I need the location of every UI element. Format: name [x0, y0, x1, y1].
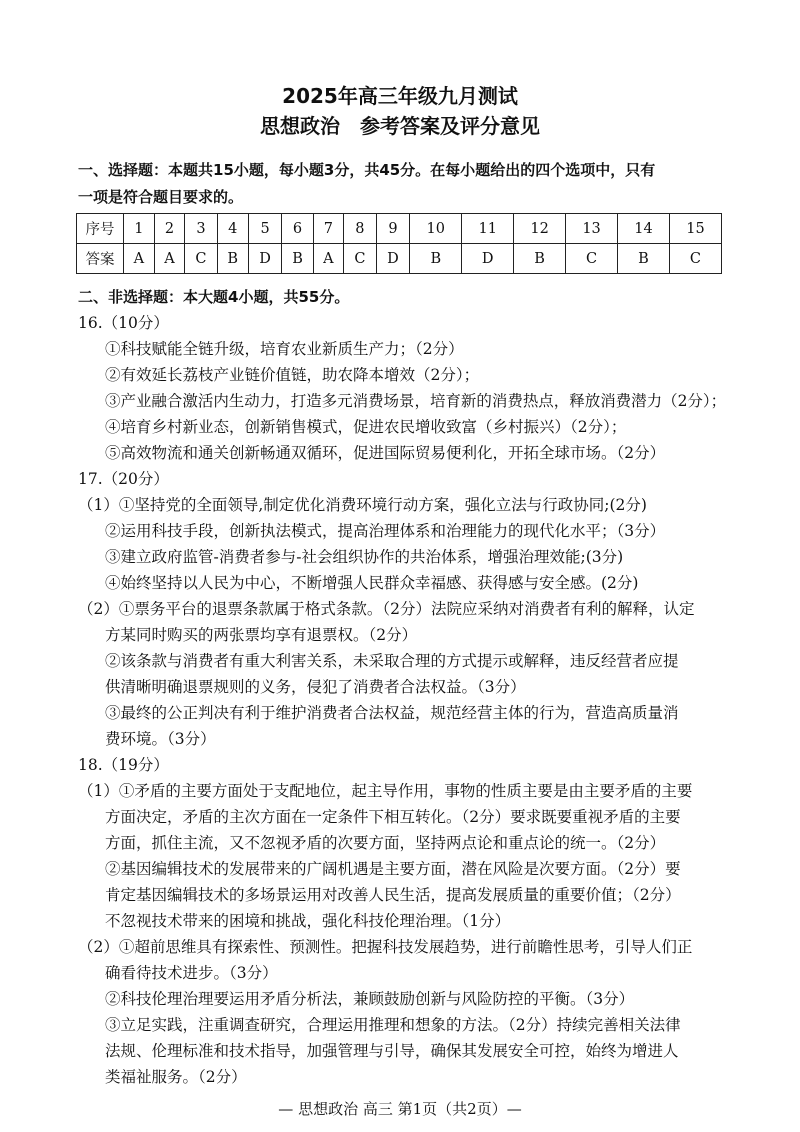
answer-line: ①科技赋能全链升级，培育农业新质生产力；（2分） [105, 340, 464, 358]
answer-line: （2）①超前思维具有探索性、预测性。把握科技发展趋势，进行前瞻性思考，引导人们正 [78, 938, 693, 956]
question-number: 3 [185, 214, 217, 244]
answer-cell: B [217, 244, 248, 274]
answer-line: ③最终的公正判决有利于维护消费者合法权益，规范经营主体的行为，营造高质量消 [105, 704, 679, 722]
question-number: 15 [669, 214, 721, 244]
document-title: 2025年高三年级九月测试 [282, 84, 518, 108]
answer-line: （1）①矛盾的主要方面处于支配地位，起主导作用，事物的性质主要是由主要矛盾的主要 [78, 782, 693, 800]
question-number: 1 [124, 214, 155, 244]
question-18-heading: 18.（19分） [78, 756, 169, 774]
answer-line: 方面决定，矛盾的主次方面在一定条件下相互转化。（2分）要求既要重视矛盾的主要 [105, 808, 681, 826]
question-number: 12 [514, 214, 566, 244]
answer-line: 肯定基因编辑技术的多场景运用对改善人民生活，提高发展质量的重要价值；（2分） [105, 886, 681, 904]
page-footer: — 思想政治 高三 第1页（共2页）— [278, 1100, 522, 1118]
question-number: 13 [566, 214, 618, 244]
answer-cell: B [618, 244, 670, 274]
answer-line: ②运用科技手段，创新执法模式，提高治理体系和治理能力的现代化水平；（3分） [105, 522, 666, 540]
answer-line: 类福祉服务。（2分） [105, 1068, 247, 1086]
table-row-label: 答案 [77, 244, 124, 274]
question-16-heading: 16.（10分） [78, 314, 169, 332]
document-subtitle: 思想政治 参考答案及评分意见 [260, 114, 540, 138]
question-number: 8 [344, 214, 376, 244]
question-number: 11 [462, 214, 514, 244]
question-17-heading: 17.（20分） [78, 470, 169, 488]
answer-line: ③产业融合激活内生动力，打造多元消费场景，培育新的消费热点，释放消费潜力（2分）； [105, 392, 727, 410]
question-number: 6 [282, 214, 313, 244]
answer-line: ③立足实践，注重调查研究，合理运用推理和想象的方法。（2分）持续完善相关法律 [105, 1016, 681, 1034]
answer-line: 费环境。（3分） [105, 730, 216, 748]
question-number: 10 [410, 214, 462, 244]
answer-cell: D [462, 244, 514, 274]
answer-line: 确看待技术进步。（3分） [105, 964, 278, 982]
answer-cell: C [185, 244, 217, 274]
answer-cell: D [376, 244, 410, 274]
section2-instructions: 二、非选择题：本大题4小题，共55分。 [78, 288, 350, 306]
answer-line: ②科技伦理治理要运用矛盾分析法，兼顾鼓励创新与风险防控的平衡。（3分） [105, 990, 635, 1008]
question-number: 4 [217, 214, 248, 244]
question-number: 2 [154, 214, 185, 244]
answer-cell: A [154, 244, 185, 274]
answer-cell: B [282, 244, 313, 274]
answer-cell: C [669, 244, 721, 274]
answer-cell: A [124, 244, 155, 274]
answer-line: 不忽视技术带来的困境和挑战，强化科技伦理治理。（1分） [105, 912, 511, 930]
question-number: 14 [618, 214, 670, 244]
answer-line: （2）①票务平台的退票条款属于格式条款。（2分）法院应采纳对消费者有利的解释，认定 [78, 600, 695, 618]
answer-line: 方面，抓住主流，又不忽视矛盾的次要方面，坚持两点论和重点论的统一。（2分） [105, 834, 666, 852]
answer-cell: C [344, 244, 376, 274]
answer-line: 法规、伦理标准和技术指导，加强管理与引导，确保其发展安全可控，始终为增进人 [105, 1042, 679, 1060]
answer-cell: B [514, 244, 566, 274]
answer-table-number-row [77, 214, 722, 244]
question-number: 5 [248, 214, 282, 244]
answer-cell: B [410, 244, 462, 274]
answer-cell: A [313, 244, 344, 274]
section1-instructions-line1: 一、选择题：本题共15小题，每小题3分，共45分。在每小题给出的四个选项中，只有 [78, 161, 656, 179]
answer-line: ②基因编辑技术的发展带来的广阔机遇是主要方面，潜在风险是次要方面。（2分）要 [105, 860, 681, 878]
answer-line: ③建立政府监管-消费者参与-社会组织协作的共治体系，增强治理效能;(3分) [105, 548, 624, 566]
answer-line: ②有效延长荔枝产业链价值链，助农降本增效（2分）； [105, 366, 480, 384]
question-number: 9 [376, 214, 410, 244]
answer-line: 方某同时购买的两张票均享有退票权。（2分） [105, 626, 418, 644]
answer-line: 供清晰明确退票规则的义务，侵犯了消费者合法权益。（3分） [105, 678, 526, 696]
table-row-label: 序号 [77, 214, 124, 244]
answer-table [76, 213, 722, 274]
question-number: 7 [313, 214, 344, 244]
answer-cell: C [566, 244, 618, 274]
section1-instructions-line2: 一项是符合题目要求的。 [78, 188, 244, 206]
answer-line: ④培育乡村新业态，创新销售模式，促进农民增收致富（乡村振兴）（2分）； [105, 418, 627, 436]
answer-table-answer-row [77, 244, 722, 274]
answer-line: ⑤高效物流和通关创新畅通双循环，促进国际贸易便利化，开拓全球市场。（2分） [105, 444, 666, 462]
answer-line: ④始终坚持以人民为中心，不断增强人民群众幸福感、获得感与安全感。(2分) [105, 574, 639, 592]
answer-line: （1）①坚持党的全面领导,制定优化消费环境行动方案，强化立法与行政协同;(2分) [78, 496, 647, 514]
answer-cell: D [248, 244, 282, 274]
answer-line: ②该条款与消费者有重大利害关系，未采取合理的方式提示或解释，违反经营者应提 [105, 652, 679, 670]
